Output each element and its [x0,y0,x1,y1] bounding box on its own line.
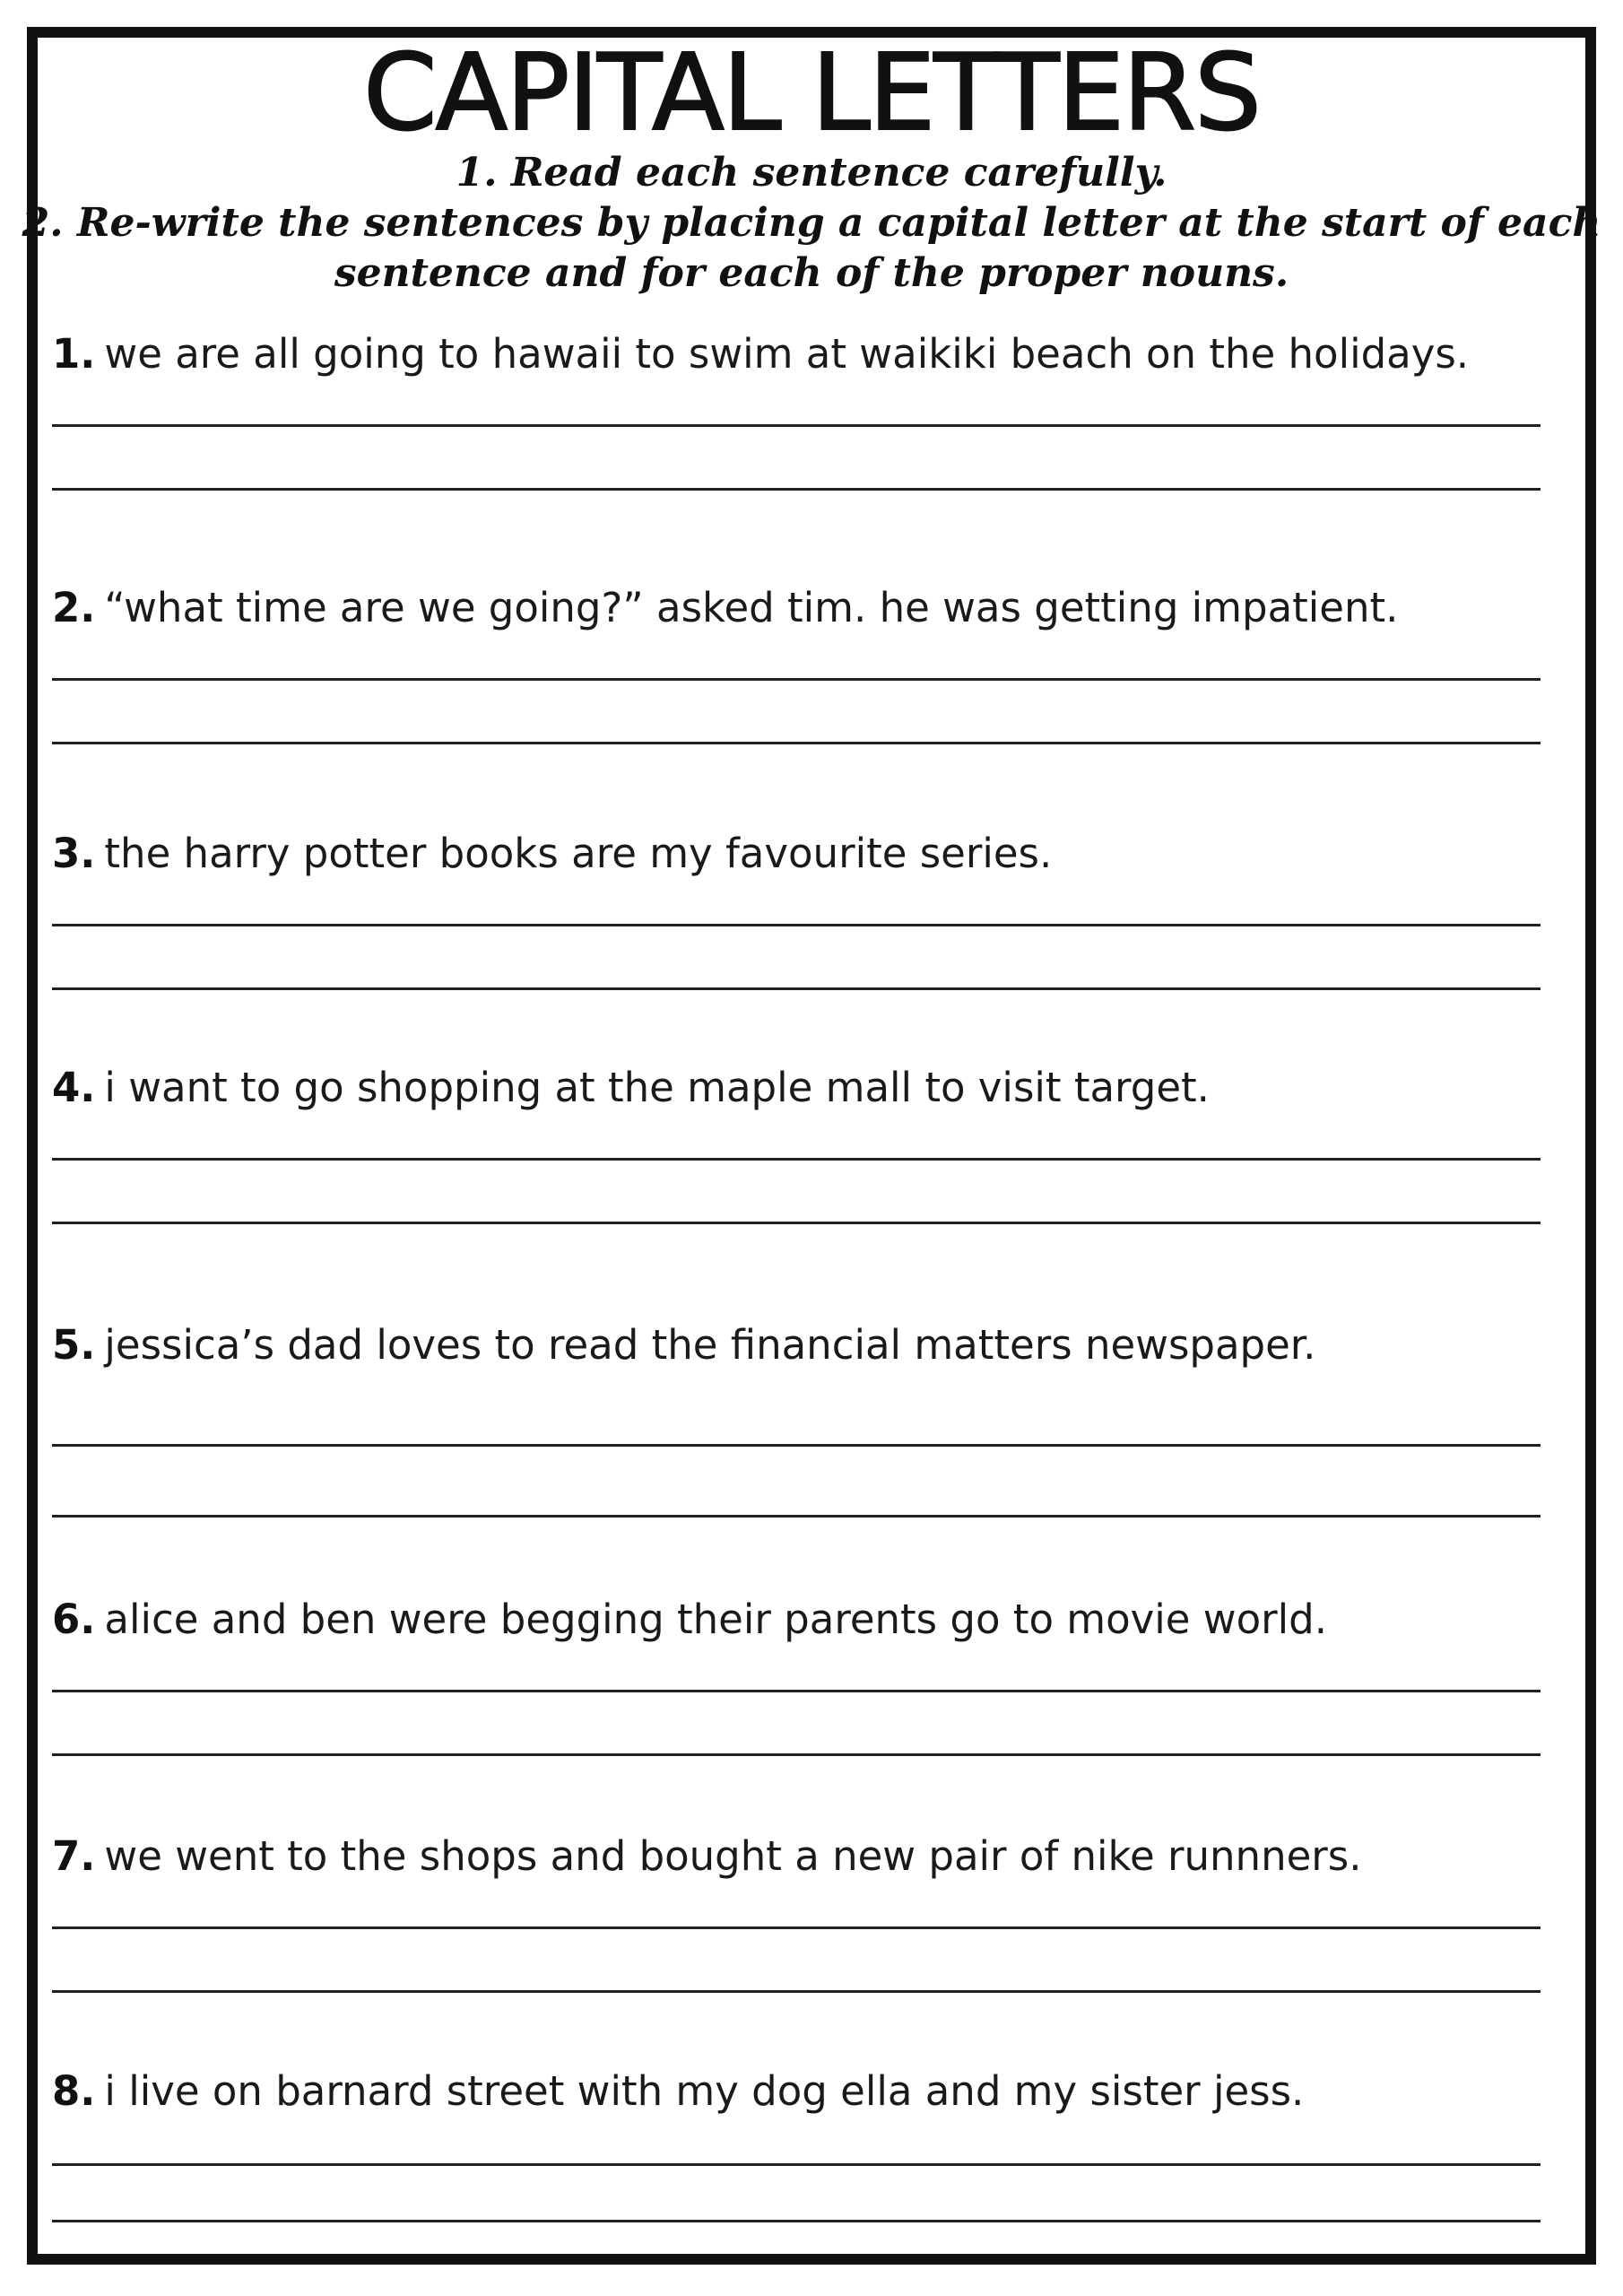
question-text [52,1061,1541,1115]
question-sentence: the harry potter books are my favourite series. [104,830,1053,877]
worksheet-title: CAPITAL LETTERS [363,30,1260,154]
question-1 [52,327,1541,491]
answer-line[interactable] [52,1444,1541,1447]
question-number: 3. [52,830,96,877]
answer-line[interactable] [52,987,1541,990]
answer-line[interactable] [52,742,1541,744]
question-8 [52,2065,1541,2222]
question-sentence: jessica’s dad loves to read the financial matters newspaper. [104,1321,1316,1369]
question-4 [52,1061,1541,1224]
question-number: 8. [52,2067,96,2115]
question-number: 7. [52,1832,96,1880]
question-text [52,581,1541,635]
question-7 [52,1830,1541,1993]
question-sentence: “what time are we going?” asked tim. he was getting impatient. [104,584,1399,631]
question-sentence: i live on barnard street with my dog ella and my sister jess. [104,2067,1305,2115]
question-text [52,827,1541,881]
answer-line[interactable] [52,2220,1541,2222]
question-number: 1. [52,330,96,378]
question-text [52,1593,1541,1647]
question-3 [52,827,1541,990]
instruction-line-3: sentence and for each of the proper nouns. [334,250,1289,296]
answer-line[interactable] [52,678,1541,681]
question-5 [52,1318,1541,1518]
answer-line[interactable] [52,1753,1541,1756]
question-text [52,327,1541,381]
instructions [0,148,1623,299]
question-number: 5. [52,1321,96,1369]
question-sentence: i want to go shopping at the maple mall to visit target. [104,1064,1210,1111]
answer-line[interactable] [52,1690,1541,1692]
answer-line[interactable] [52,1990,1541,1993]
answer-line[interactable] [52,1158,1541,1161]
question-number: 6. [52,1596,96,1643]
instruction-line-1: 1. Read each sentence carefully. [456,150,1167,196]
question-2 [52,581,1541,744]
question-6 [52,1593,1541,1756]
question-text [52,1318,1541,1372]
answer-line[interactable] [52,1926,1541,1929]
answer-line[interactable] [52,1515,1541,1518]
question-text [52,2065,1541,2118]
question-number: 4. [52,1064,96,1111]
question-text [52,1830,1541,1883]
answer-line[interactable] [52,924,1541,926]
instruction-line-2: 2. Re-write the sentences by placing a capital letter at the start of each [22,200,1601,246]
answer-line[interactable] [52,488,1541,491]
answer-line[interactable] [52,424,1541,427]
question-sentence: we are all going to hawaii to swim at waikiki beach on the holidays. [104,330,1470,378]
question-sentence: alice and ben were begging their parents go to movie world. [104,1596,1328,1643]
answer-line[interactable] [52,2163,1541,2166]
question-number: 2. [52,584,96,631]
answer-line[interactable] [52,1222,1541,1224]
question-sentence: we went to the shops and bought a new pair of nike runnners. [104,1832,1362,1880]
